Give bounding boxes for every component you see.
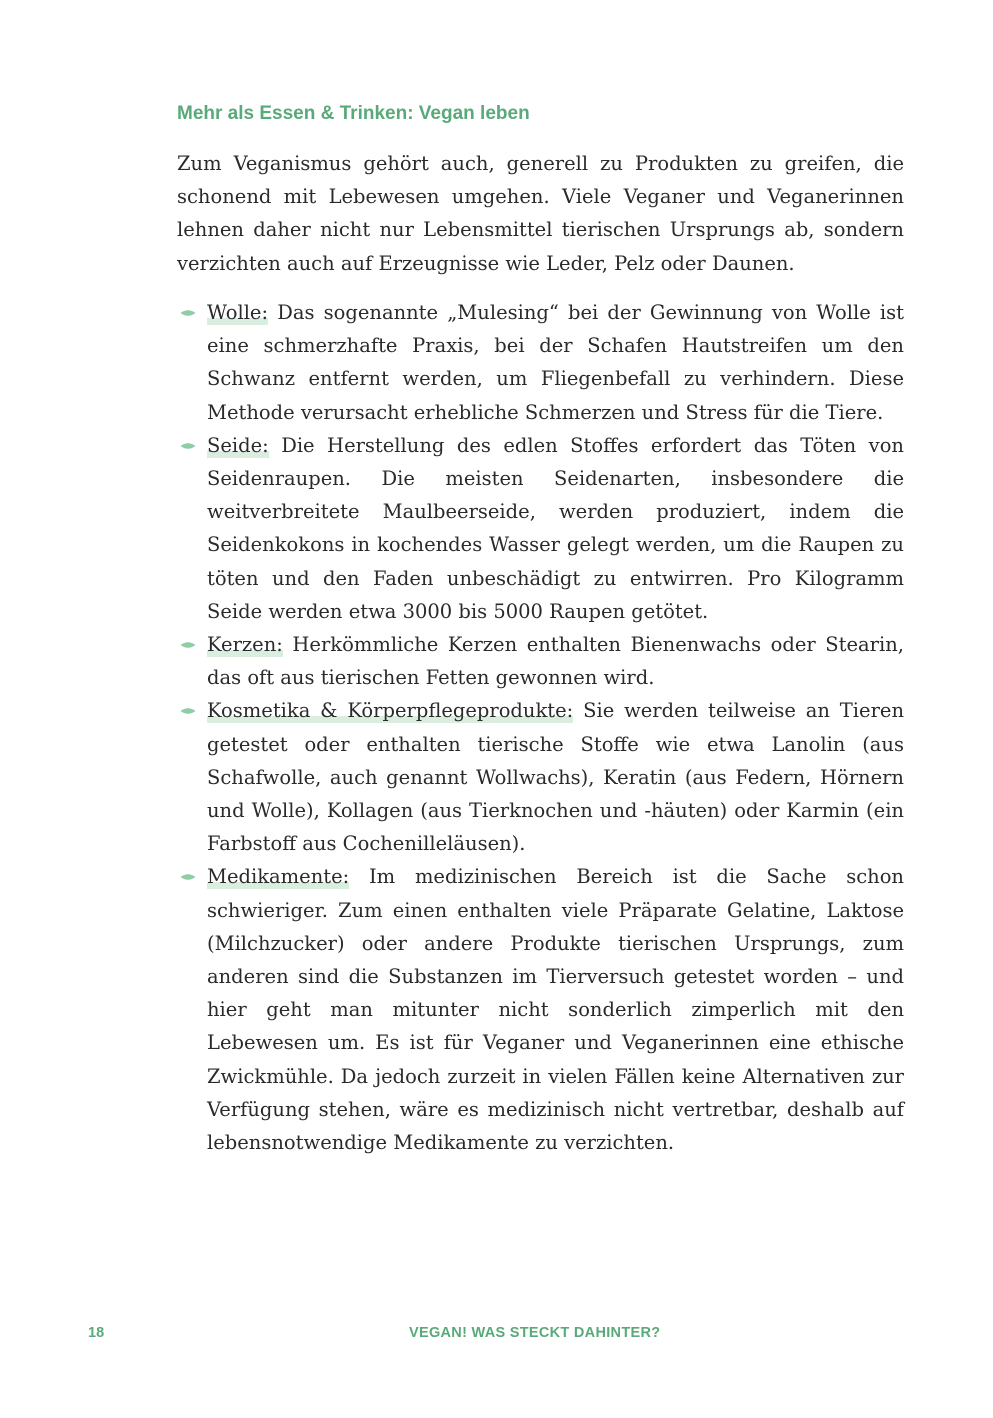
leaf-icon	[180, 873, 196, 881]
leaf-icon	[180, 641, 196, 649]
bullet-list	[177, 296, 904, 1159]
item-text: Im medizinischen Bereich ist die Sache schon schwieriger. Zum einen enthalten viele Präparate Gelatine, Laktose (Milchzucker) oder andere Produkte tierischen Ursprungs, zum anderen sind die Substanzen im Tierversuch getestet worden – und hier geht man mitunter nicht sonderlich zimperlich mit den Lebewesen um. Es ist für Veganer und Veganerinnen eine ethische Zwickmühle. Da jedoch zurzeit in vielen Fällen keine Alternativen zur Verfügung stehen, wäre es medizinisch nicht vertretbar, deshalb auf lebensnotwendige Medikamente zu verzichten.	[207, 865, 904, 1155]
list-item	[177, 296, 904, 429]
list-item	[177, 429, 904, 628]
list-item	[177, 860, 904, 1159]
leaf-icon	[180, 442, 196, 450]
page-number: 18	[88, 1325, 105, 1341]
item-term: Seide:	[207, 433, 269, 457]
item-text: Sie werden teilweise an Tieren getestet oder enthalten tierische Stoffe wie etwa Lanolin (aus Schafwolle, auch genannt Wollwachs), Keratin (aus Federn, Hörnern und Wolle), Kollagen (aus Tierknochen und -häuten) oder Karmin (ein Farbstoff aus Cochenilleläusen).	[207, 699, 905, 856]
item-text: Herkömmliche Kerzen enthalten Bienenwachs oder Stearin, das oft aus tierischen Fetten gewonnen wird.	[207, 633, 904, 690]
item-term: Wolle:	[207, 301, 269, 324]
list-item	[177, 694, 904, 860]
item-text: Das sogenannte „Mulesing“ bei der Gewinnung von Wolle ist eine schmerzhafte Praxis, bei der Schafen Hautstreifen um den Schwanz entfernt werden, um Fliegenbefall zu verhindern. Diese Methode verursacht erhebliche Schmerzen und Stress für die Tiere.	[207, 301, 904, 424]
list-item	[177, 628, 904, 694]
running-footer-title: VEGAN! WAS STECKT DAHINTER?	[409, 1325, 661, 1341]
item-term: Kerzen:	[207, 633, 283, 657]
section-heading: Mehr als Essen & Trinken: Vegan leben	[177, 103, 530, 124]
item-text: Die Herstellung des edlen Stoffes erfordert das Töten von Seidenraupen. Die meisten Seidenarten, insbesondere die weitverbreitete Maulbeerseide, werden produziert, indem die Seidenkokons in kochendes Wasser gelegt werden, um die Raupen zu töten und den Faden unbeschädigt zu entwirren. Pro Kilogramm Seide werden etwa 3000 bis 5000 Raupen getötet.	[207, 433, 904, 623]
intro-paragraph: Zum Veganismus gehört auch, generell zu Produkten zu greifen, die schonend mit Lebewesen umgehen. Viele Veganer und Veganerinnen lehnen daher nicht nur Lebensmittel tierischen Ursprungs ab, sondern verzichten auch auf Erzeugnisse wie Leder, Pelz oder Daunen.	[177, 152, 904, 275]
item-term: Medikamente:	[207, 865, 350, 889]
item-term: Kosmetika & Körperpflegeprodukte:	[207, 699, 574, 723]
leaf-icon	[180, 707, 196, 715]
leaf-icon	[180, 309, 196, 317]
